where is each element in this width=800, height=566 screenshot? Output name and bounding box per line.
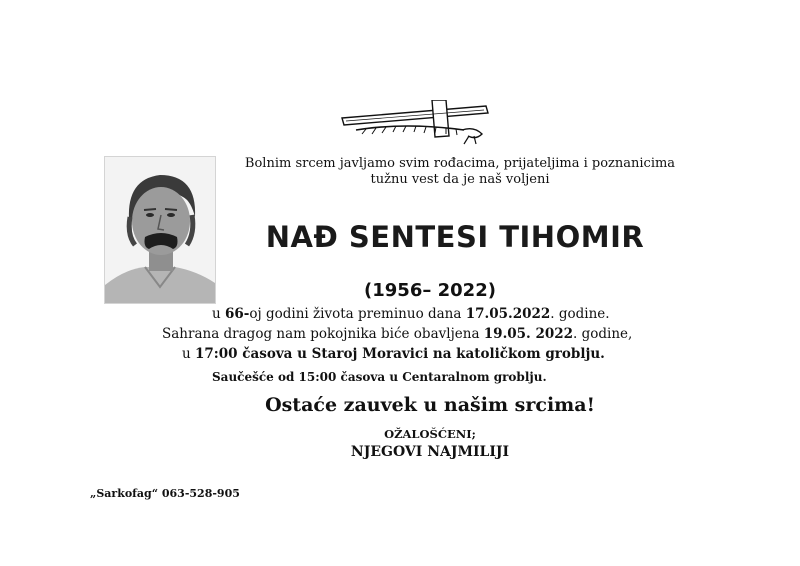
detail-1-mid: oj godini života preminuo dana [249, 306, 466, 322]
intro-text [230, 156, 690, 188]
funeral-date: 19.05. 2022 [483, 326, 574, 342]
life-years: (1956– 2022) [364, 280, 496, 301]
family-signature: NJEGOVI NAJMILIJI [350, 444, 510, 460]
detail-1-pre: u [212, 306, 225, 322]
age: 66- [225, 306, 250, 322]
mourners-label: OŽALOŠĆENI; [384, 427, 476, 441]
funeral-time-place: 17:00 časova u Staroj Moravici na katoličkom groblju. [195, 346, 605, 362]
memorial-motto: Ostaće zauvek u našim srcima! [265, 394, 595, 416]
cross-with-palm-icon [336, 100, 491, 146]
detail-2-pre: Sahrana dragog nam pokojnika biće obavljena [162, 326, 484, 342]
deceased-photo [104, 156, 216, 304]
detail-3-pre: u [182, 346, 195, 362]
intro-line-1: Bolnim srcem javljamo svim rođacima, prijateljima i poznanicima [244, 156, 676, 171]
detail-line-1 [212, 306, 610, 322]
detail-2-post: . godine, [573, 326, 633, 342]
funeral-home-contact: „Sarkofag“ 063-528-905 [90, 487, 240, 500]
detail-line-3 [182, 346, 605, 362]
condolences-line: Saučešće od 15:00 časova u Centaralnom groblju. [212, 370, 547, 384]
intro-line-2: tužnu vest da je naš voljeni [370, 172, 550, 187]
death-date: 17.05.2022 [465, 306, 551, 322]
deceased-name: NAĐ SENTESI TIHOMIR [265, 220, 645, 254]
detail-line-2 [162, 326, 632, 342]
detail-1-post: . godine. [550, 306, 610, 322]
